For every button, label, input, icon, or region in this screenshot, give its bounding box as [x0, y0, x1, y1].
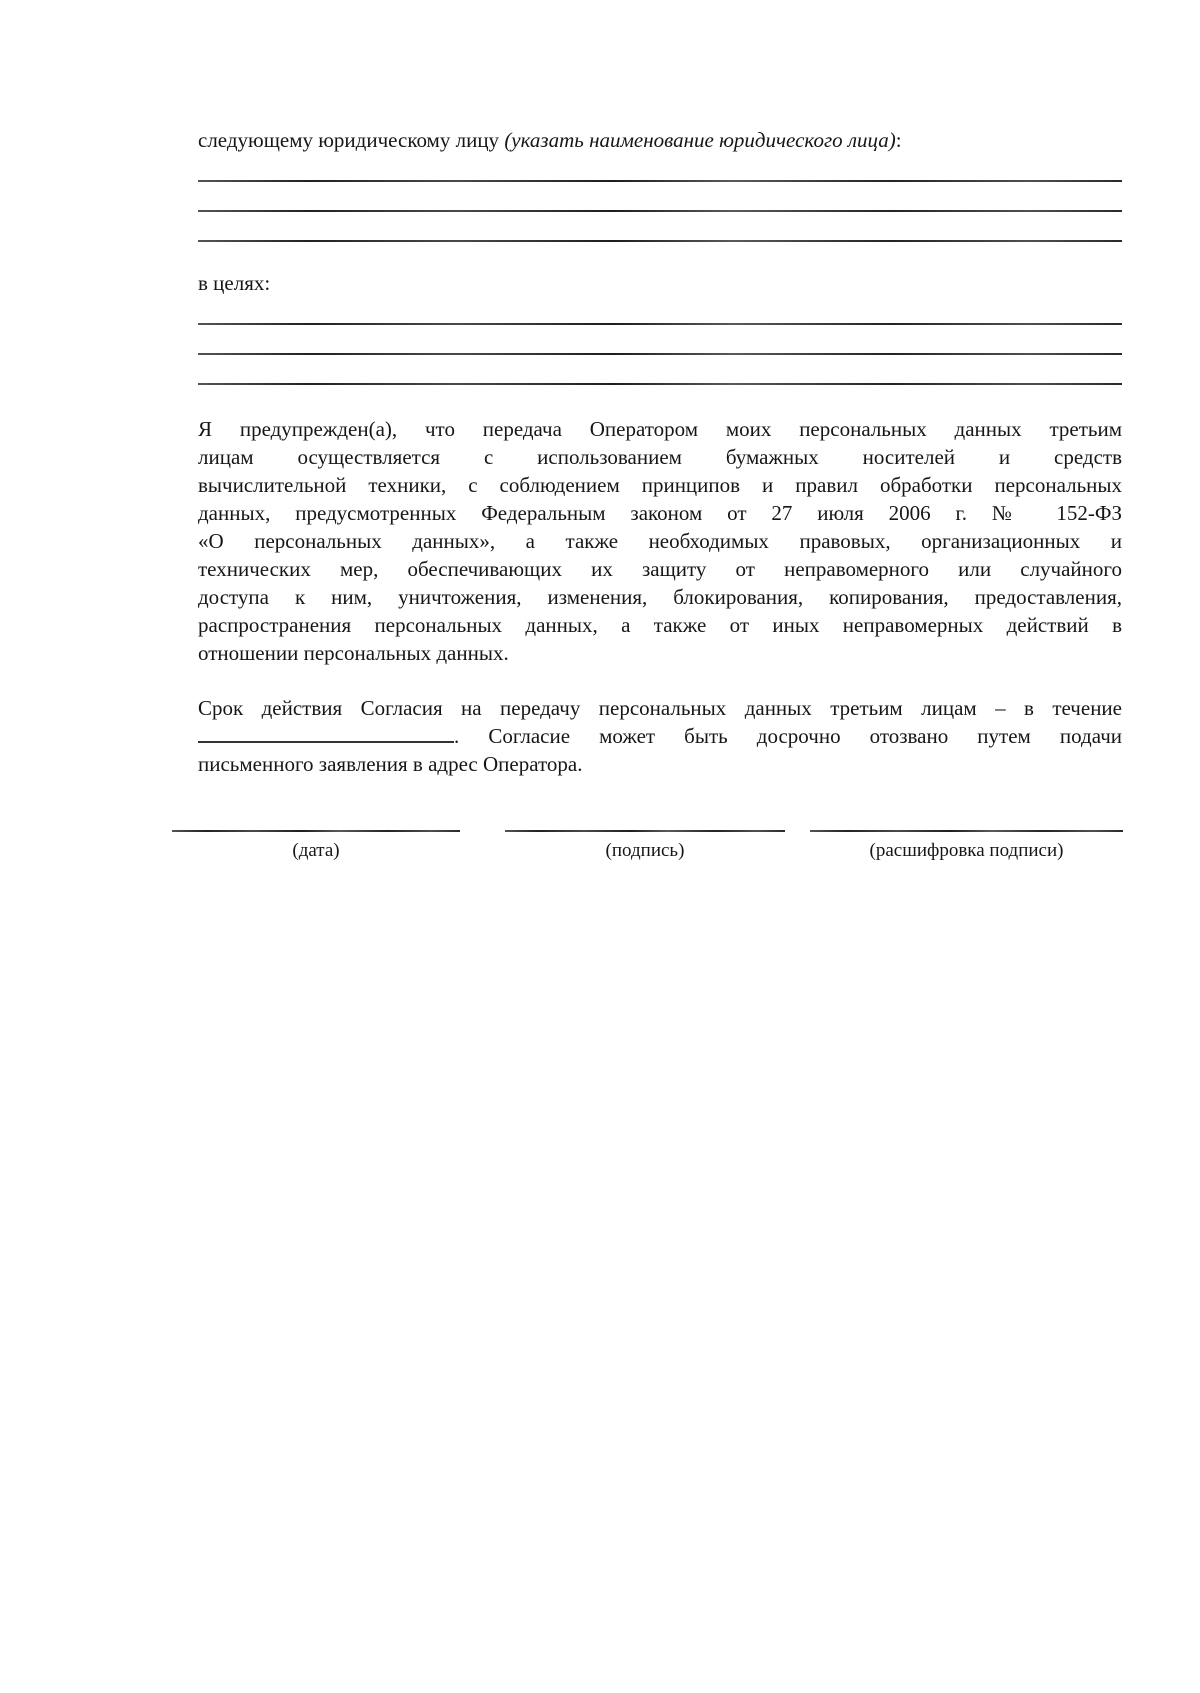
intro-line — [198, 126, 1122, 154]
duration-blank-field — [198, 723, 454, 743]
signature-sign-line — [505, 830, 785, 832]
fill-in-line — [198, 180, 1122, 182]
fill-in-line — [198, 210, 1122, 212]
paragraph-line: Я предупрежден(а), что передача Оператором моих персональных данных третьим — [198, 417, 1122, 441]
signature-date-line — [172, 830, 460, 832]
paragraph-line: доступа к ним, уничтожения, изменения, блокирования, копирования, предоставления, — [198, 585, 1122, 609]
signature-decode-line — [810, 830, 1123, 832]
paragraph-line: распространения персональных данных, а также от иных неправомерных действий в — [198, 613, 1122, 637]
paragraph-line: данных, предусмотренных Федеральным законом от 27 июля 2006 г. № 152-ФЗ — [198, 501, 1122, 525]
paragraph-line: отношении персональных данных. — [198, 641, 509, 665]
warning-paragraph — [198, 415, 1122, 667]
intro-italic-note: (указать наименование юридического лица) — [504, 128, 896, 152]
fill-in-line — [198, 353, 1122, 355]
paragraph-line: «О персональных данных», а также необходимых правовых, организационных и — [198, 529, 1122, 553]
paragraph-line: вычислительной техники, с соблюдением принципов и правил обработки персональных — [198, 473, 1122, 497]
intro-suffix: : — [895, 128, 902, 152]
fill-in-line — [198, 323, 1122, 325]
paragraph-line: технических мер, обеспечивающих их защиту от неправомерного или случайного — [198, 557, 1122, 581]
purpose-label: в целях: — [198, 271, 271, 295]
signature-date-label: (дата) — [292, 840, 340, 861]
paragraph-line: Срок действия Согласия на передачу персональных данных третьим лицам – в течение — [198, 696, 1122, 720]
fill-in-line — [198, 383, 1122, 385]
signature-sign-label: (подпись) — [605, 840, 685, 861]
paragraph-line: лицам осуществляется с использованием бумажных носителей и средств — [198, 445, 1122, 469]
paragraph-line — [198, 722, 1122, 750]
fill-in-line — [198, 240, 1122, 242]
signature-decode-label: (расшифровка подписи) — [869, 840, 1064, 861]
paragraph-line: письменного заявления в адрес Оператора. — [198, 752, 583, 776]
intro-prefix: следующему юридическому лицу — [198, 128, 505, 152]
term-paragraph — [198, 694, 1122, 778]
paragraph-line-text: . Согласие может быть досрочно отозвано путем подачи — [454, 724, 1122, 748]
